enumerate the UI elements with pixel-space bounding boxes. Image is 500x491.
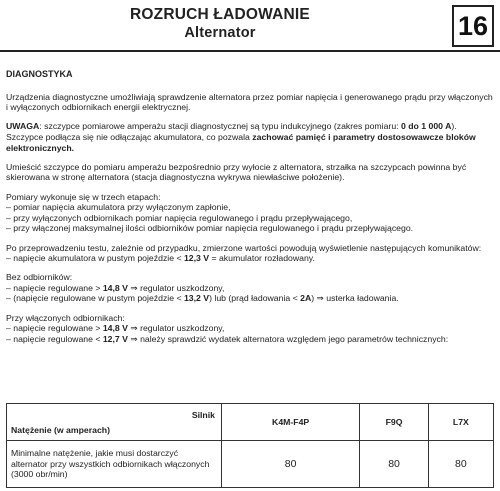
stage-item: – pomiar napięcia akumulatora przy wyłączonym zapłonie, (6, 202, 231, 213)
table-row (7, 441, 494, 488)
stage-item: – przy włączonej maksymalnej ilości odbiorników pomiar napięcia regulowanego i prądu przepływającego. (6, 223, 414, 234)
item-text: ) ⇒ usterka ładowania. (311, 293, 399, 304)
loaded-paragraph (6, 313, 494, 345)
document-body (6, 69, 494, 353)
table-header-row (7, 404, 494, 441)
warning-range: 0 do 1 000 A (400, 121, 452, 132)
message-text: – napięcie akumulatora w pustym pojeździe < (6, 253, 184, 264)
warning-memory-note: zachować pamięć i parametry dostosowawcze bloków elektronicznych. (6, 131, 476, 153)
measurement-stages (6, 192, 494, 234)
engine-column-header: K4M-F4P (222, 404, 360, 441)
message-item (6, 253, 494, 264)
item-value: 12,7 V (102, 333, 128, 344)
item-text: – napięcie regulowane > (6, 323, 103, 334)
section-number-badge: 16 (452, 5, 494, 47)
table-corner-cell (7, 404, 222, 441)
engine-column-header: F9Q (360, 404, 429, 441)
item-text: ⇒ regulator uszkodzony, (127, 282, 225, 293)
item-value: 13,2 V (183, 293, 210, 304)
warning-text-b: ). Szczypce podłącza się nie odłączając akumulatora, co pozwala (6, 121, 457, 142)
intro-paragraph: Urządzenia diagnostyczne umożliwiają sprawdzenie alternatora przez pomiar napięcia i generowanego prądu przy włączonych i wyłączonych odbiornikach energii elektrycznej. (6, 91, 493, 113)
item-text: ⇒ regulator uszkodzony, (127, 323, 225, 334)
warning-paragraph (6, 121, 494, 153)
loaded-intro: Przy włączonych odbiornikach: (6, 312, 125, 323)
stages-intro: Pomiary wykonuje się w trzech etapach: (6, 191, 161, 202)
no-load-intro: Bez odbiorników: (6, 272, 73, 283)
table-cell: 80 (222, 441, 360, 488)
clamp-placement-paragraph: Umieścić szczypce do pomiaru amperażu bezpośrednio przy wyłocie z alternatora, strzałka na szczypcach powinna być skierowana w stronę alternatora (stacja diagnostyczna wykrywa niewłaściwe położenie). (6, 161, 467, 183)
message-value: 12,3 V (183, 253, 210, 264)
item-value: 2A (300, 293, 312, 304)
loaded-item (6, 334, 494, 345)
table-cell: 80 (428, 441, 493, 488)
alternator-output-table (6, 403, 494, 488)
page-title: ROZRUCH ŁADOWANIE (130, 6, 310, 23)
table-cell: 80 (360, 441, 429, 488)
no-load-paragraph (6, 272, 494, 304)
warning-label: UWAGA (6, 121, 40, 132)
engine-column-header: L7X (428, 404, 493, 441)
loaded-item (6, 323, 494, 334)
engine-header: Silnik (191, 410, 215, 420)
item-text: ⇒ należy sprawdzić wydatek alternatora względem jego parametrów technicznych: (127, 333, 449, 344)
row-label: Minimalne natężenie, jakie musi dostarczyć alternator przy wszystkich odbiornikach włączonych (3000 obr/min) (7, 441, 222, 488)
stage-item: – przy wyłączonych odbiornikach pomiar napięcia regulowanego i prądu przepływającego, (6, 212, 353, 223)
item-text: – napięcie regulowane > (6, 282, 103, 293)
item-text: – napięcie regulowane < (6, 333, 103, 344)
current-header: Natężenie (w amperach) (11, 424, 110, 435)
no-load-item (6, 293, 494, 304)
messages-intro: Po przeprowadzeniu testu, zależnie od przypadku, zmierzone wartości powodują wyświetlenie następujących komunikatów: (6, 242, 482, 253)
section-heading: DIAGNOSTYKA (6, 69, 73, 79)
item-text: ) lub (prąd ładowania < (209, 293, 301, 304)
item-value: 14,8 V (102, 323, 128, 334)
message-text: = akumulator rozładowany. (209, 253, 315, 264)
messages-paragraph (6, 243, 494, 264)
page-header (0, 0, 500, 52)
item-value: 14,8 V (102, 282, 128, 293)
warning-text-a: : szczypce pomiarowe amperażu stacji diagnostycznej są typu indukcyjnego (zakres pomiaru: (39, 121, 401, 132)
no-load-item (6, 283, 494, 294)
header-divider (0, 50, 500, 52)
item-text: – (napięcie regulowane w pustym pojeździe < (6, 293, 184, 304)
page-subtitle: Alternator (184, 25, 256, 41)
